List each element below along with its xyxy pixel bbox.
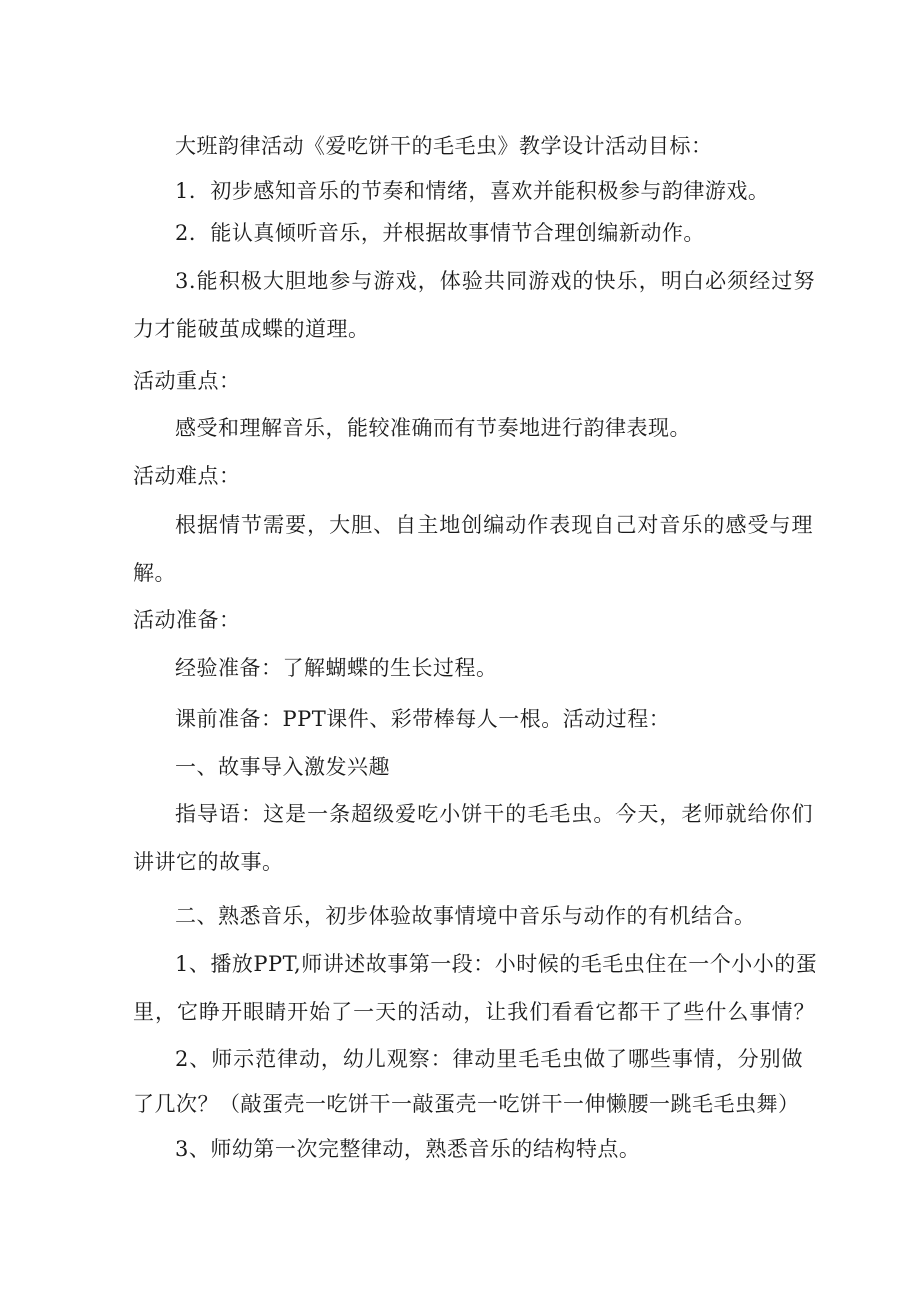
heading-difficulties: 活动难点：: [133, 464, 241, 488]
doc-title-line: 大班韵律活动《爱吃饼干的毛毛虫》教学设计活动目标：: [175, 134, 713, 158]
guide-line-2: 讲讲它的故事。: [133, 850, 284, 874]
key-points-text: 感受和理解音乐，能较准确而有节奏地进行韵律表现。: [175, 416, 691, 440]
step-1-line-2: 里，它睁开眼睛开始了一天的活动，让我们看看它都干了些什么事情？: [133, 1000, 815, 1024]
difficulties-line-2: 解。: [133, 561, 176, 585]
step-1-line-1: 1、播放PPT,师讲述故事第一段：小时候的毛毛虫住在一个小小的蛋: [175, 952, 818, 976]
step-2-line-2: 了几次？（敲蛋壳一吃饼干一敲蛋壳一吃饼干一伸懒腰一跳毛毛虫舞）: [133, 1092, 800, 1116]
section-1-heading: 一、故事导入激发兴趣: [175, 755, 390, 779]
step-2-line-1: 2、师示范律动，幼儿观察：律动里毛毛虫做了哪些事情，分别做: [175, 1047, 803, 1071]
prep-experience: 经验准备：了解蝴蝶的生长过程。: [175, 656, 498, 680]
goal-1: 1．初步感知音乐的节奏和情绪，喜欢并能积极参与韵律游戏。: [175, 179, 770, 203]
prep-materials: 课前准备：PPT课件、彩带棒每人一根。活动过程：: [175, 707, 671, 731]
goal-3-line-2: 力才能破茧成蝶的道理。: [133, 317, 370, 341]
difficulties-line-1: 根据情节需要，大胆、自主地创编动作表现自己对音乐的感受与理: [175, 513, 813, 537]
goal-3-line-1: 3.能积极大胆地参与游戏，体验共同游戏的快乐，明白必须经过努: [175, 269, 815, 293]
guide-line-1: 指导语：这是一条超级爱吃小饼干的毛毛虫。今天，老师就给你们: [175, 802, 813, 826]
heading-key-points: 活动重点：: [133, 369, 241, 393]
goal-2: 2．能认真倾听音乐，并根据故事情节合理创编新动作。: [175, 221, 705, 245]
heading-preparation: 活动准备：: [133, 608, 241, 632]
step-3: 3、师幼第一次完整律动，熟悉音乐的结构特点。: [175, 1137, 641, 1161]
section-2-heading: 二、熟悉音乐，初步体验故事情境中音乐与动作的有机结合。: [175, 904, 756, 928]
